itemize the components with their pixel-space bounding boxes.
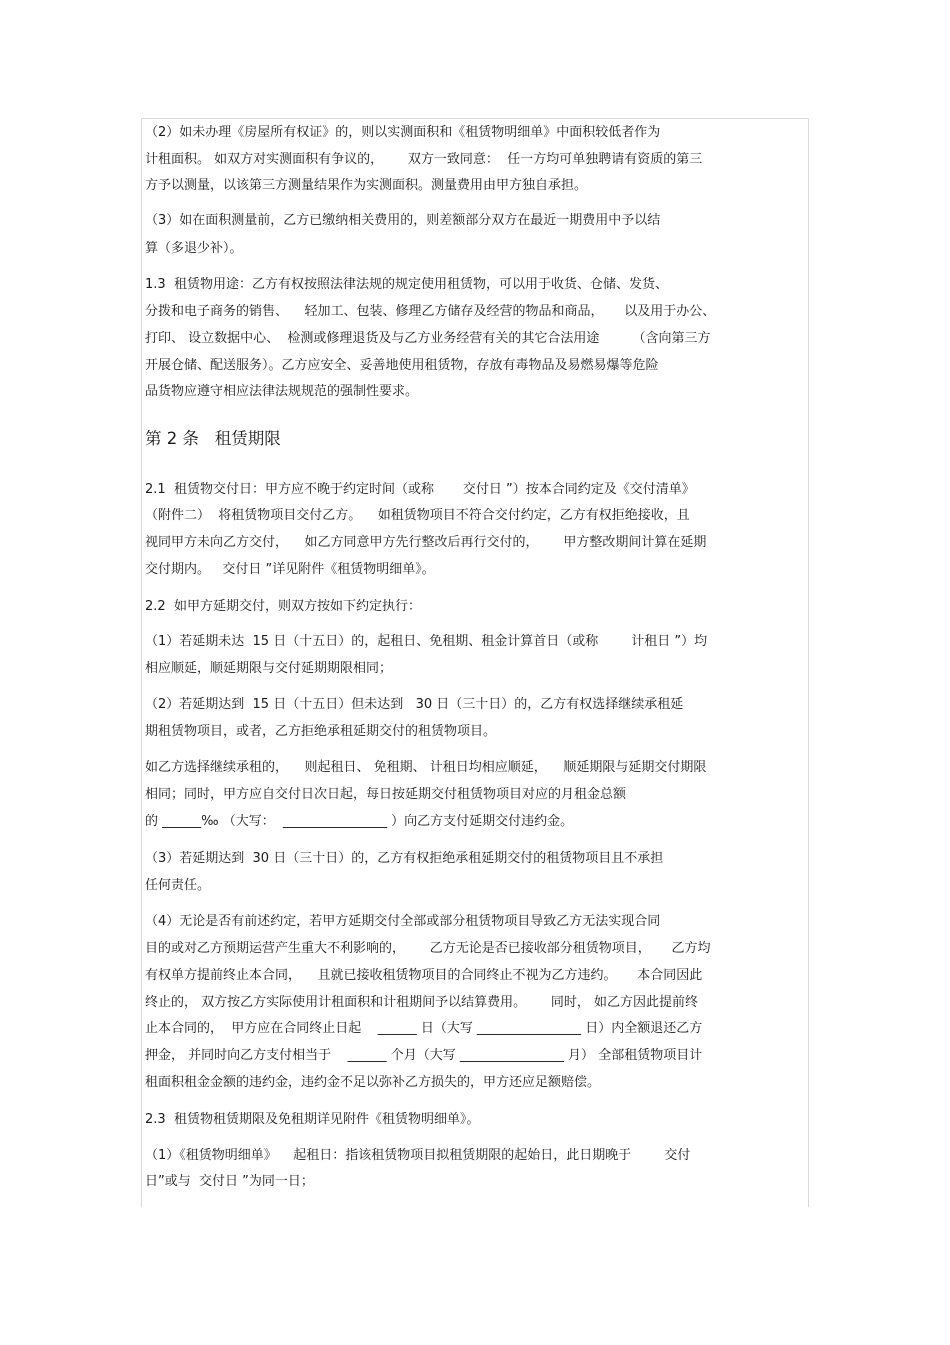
text-line: 2.2 如甲方延期交付，则双方按如下约定执行： (145, 599, 421, 614)
text-line: 2.3 租赁物租赁期限及免租期详见附件《租赁物明细单》。 (145, 1112, 480, 1127)
text-line: 的 ______‰ （大写： ________________ ）向乙方支付延期交付违约金。 (145, 814, 574, 829)
text-line: 视同甲方未向乙方交付， 如乙方同意甲方先行整改后再行交付的， 甲方整改期间计算在延期 (145, 535, 707, 550)
text-line: 押金， 并同时向乙方支付相当于 ______ 个月（大写 ________________ 月） 全部租赁物项目计 (145, 1048, 703, 1063)
text-line: （1）《租赁物明细单》 起租日：指该租赁物项目拟租赁期限的起始日，此日期晚于 交付 (145, 1148, 691, 1163)
text-line: 开展仓储、配送服务）。乙方应安全、妥善地使用租赁物，存放有毒物品及易燃易爆等危险 (145, 358, 659, 373)
text-line: 任何责任。 (145, 878, 211, 893)
text-line: （附件二） 将租赁物项目交付乙方。 如租赁物项目不符合交付约定，乙方有权拒绝接收，且 (145, 508, 690, 523)
text-line: （3）若延期达到 30 日（三十日）的，乙方有权拒绝承租延期交付的租赁物项目且不承担 (145, 851, 664, 866)
section-heading: 第 2 条 租赁期限 (145, 429, 281, 448)
text-line: （2）如未办理《房屋所有权证》的，则以实测面积和《租赁物明细单》中面积较低者作为 (145, 125, 661, 140)
text-line: 算（多退少补）。 (145, 241, 243, 256)
text-line: 目的或对乙方预期运营产生重大不利影响的， 乙方无论是否已接收部分租赁物项目， 乙方均 (145, 941, 711, 956)
text-line: （2）若延期达到 15 日（十五日）但未达到 30 日（三十日）的，乙方有权选择继续承租延 (145, 697, 684, 712)
text-line: 终止的， 双方按乙方实际使用计租面积和计租期间予以结算费用。 同时， 如乙方因此提前终 (145, 995, 699, 1010)
text-line: 品货物应遵守相应法律法规规范的强制性要求。 (145, 384, 419, 399)
text-line: 打印、 设立数据中心、 检测或修理退货及与乙方业务经营有关的其它合法用途 （含向第三方 (145, 331, 711, 346)
text-line: 期租赁物项目，或者，乙方拒绝承租延期交付的租赁物项目。 (145, 724, 497, 739)
text-line: （1）若延期未达 15 日（十五日）的，起租日、免租期、租金计算首日（或称 计租日 ”）均 (145, 634, 708, 649)
text-line: 有权单方提前终止本合同， 且就已接收租赁物项目的合同终止不视为乙方违约。 本合同因此 (145, 968, 703, 983)
text-line: 2.1 租赁物交付日：甲方应不晚于约定时间（或称 交付日 ”）按本合同约定及《交付清单》 (145, 482, 695, 497)
text-line: 相应顺延，顺延期限与交付延期期限相同； (145, 661, 393, 676)
text-line: （3）如在面积测量前，乙方已缴纳相关费用的，则差额部分双方在最近一期费用中予以结 (145, 213, 661, 228)
text-line: 方予以测量，以该第三方测量结果作为实测面积。测量费用由甲方独自承担。 (145, 178, 588, 193)
text-line: 计租面积。 如双方对实测面积有争议的， 双方一致同意： 任一方均可单独聘请有资质的第三 (145, 152, 703, 167)
text-line: 1.3 租赁物用途：乙方有权按照法律法规的规定使用租赁物，可以用于收货、仓储、发货、 (145, 277, 668, 292)
text-line: 止本合同的， 甲方应在合同终止日起 ______ 日（大写 ________________ 日）内全额退还乙方 (145, 1021, 703, 1036)
text-line: 相同；同时，甲方应自交付日次日起，每日按延期交付租赁物项目对应的月租金总额 (145, 787, 627, 802)
text-line: 日”或与 交付日 ”为同一日； (145, 1174, 314, 1189)
text-line: 分拨和电子商务的销售、 轻加工、包装、修理乙方储存及经营的物品和商品， 以及用于办公、 (145, 304, 716, 319)
text-line: 交付期内。 交付日 ”详见附件《租赁物明细单》。 (145, 562, 435, 577)
text-line: 如乙方选择继续承租的， 则起租日、 免租期、 计租日均相应顺延， 顺延期限与延期交付期限 (145, 760, 707, 775)
text-line: （4）无论是否有前述约定，若甲方延期交付全部或部分租赁物项目导致乙方无法实现合同 (145, 914, 661, 929)
text-line: 租面积租金金额的违约金，违约金不足以弥补乙方损失的，甲方还应足额赔偿。 (145, 1075, 601, 1090)
